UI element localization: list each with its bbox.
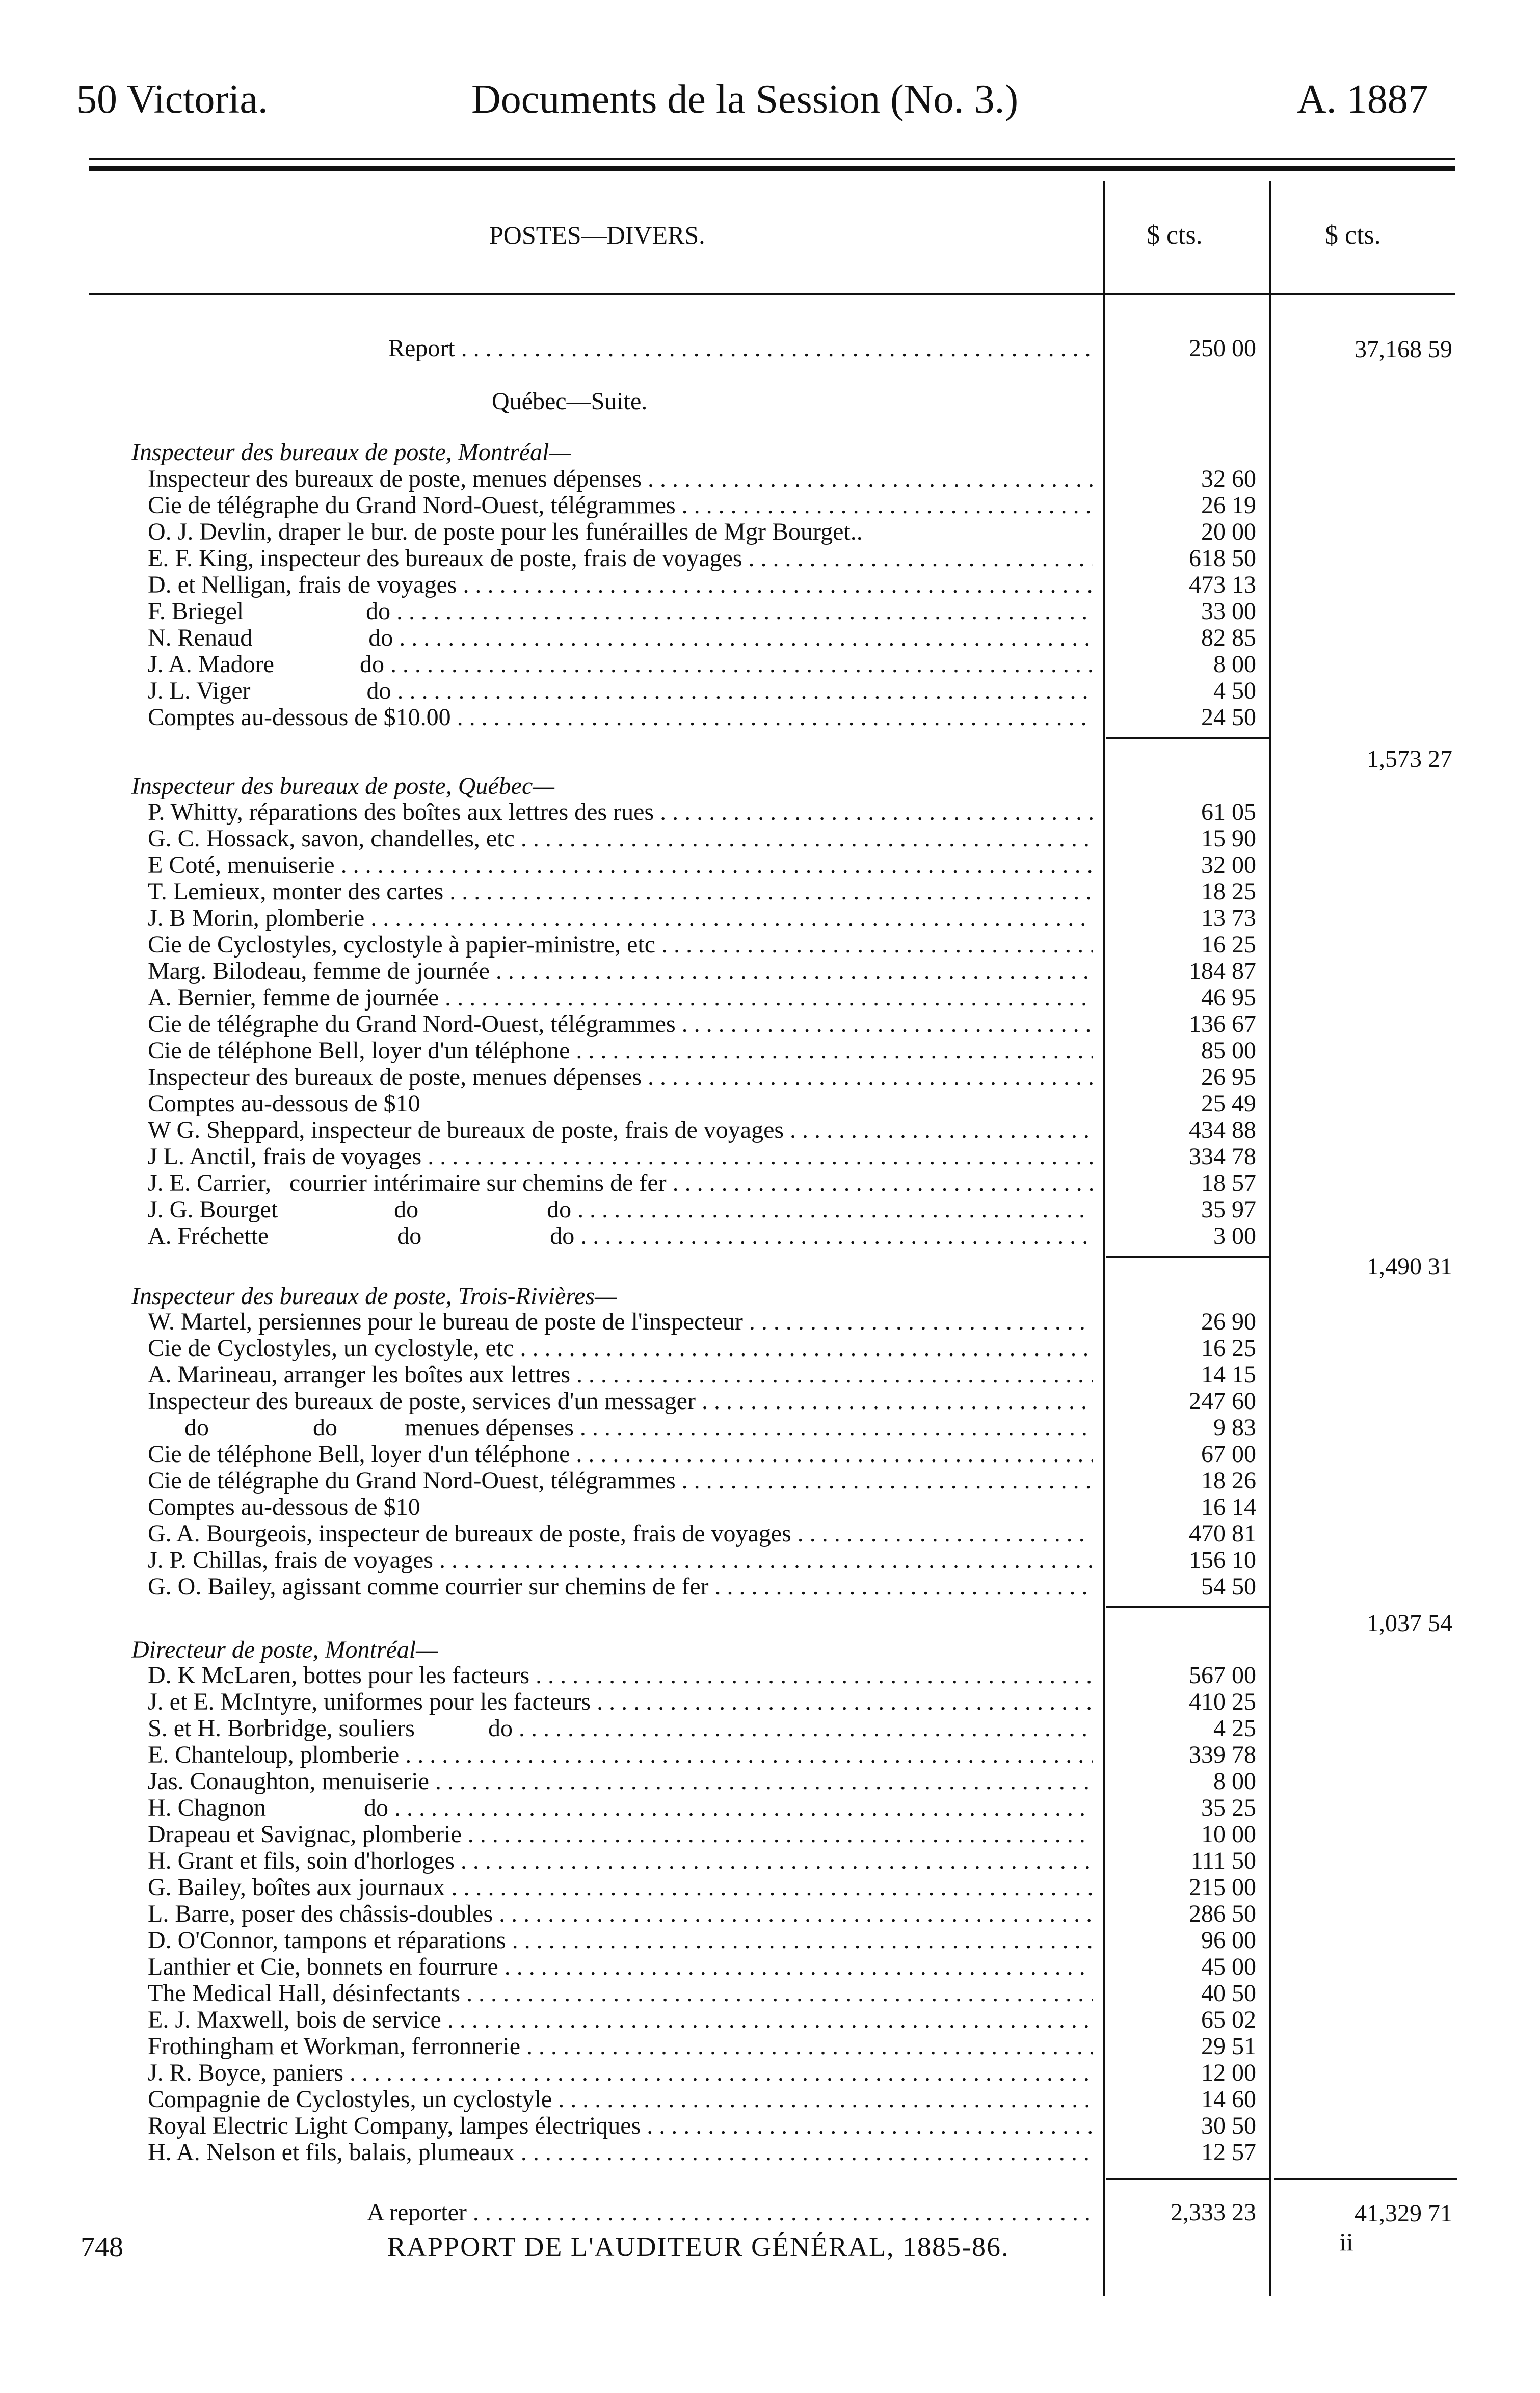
ledger-row	[0, 1144, 1540, 1170]
ledger-row	[0, 466, 1540, 492]
section-title-2: Inspecteur des bureaux de poste, Québec—	[131, 773, 554, 800]
row-amount: 35 25	[1201, 1794, 1256, 1821]
row-desc: E. F. King, inspecteur des bureaux de poste, frais de voyages . . .	[148, 545, 1093, 572]
row-desc: Cie de Cyclostyles, cyclostyle à papier-ministre, etc . . .	[148, 932, 1093, 958]
ledger-row	[0, 879, 1540, 905]
ledger-row	[0, 1309, 1540, 1335]
row-amount: 96 00	[1201, 1927, 1256, 1954]
ledger-row	[0, 1091, 1540, 1117]
row-desc: Royal Electric Light Company, lampes électriques . . .	[148, 2113, 1093, 2139]
row-amount: 67 00	[1201, 1441, 1256, 1468]
row-amount: 410 25	[1189, 1688, 1256, 1715]
row-amount: 18 57	[1201, 1169, 1256, 1196]
row-desc: F. Briegel do . . .	[148, 598, 1093, 625]
ledger-row	[0, 1821, 1540, 1848]
row-desc: Lanthier et Cie, bonnets en fourrure . . .	[148, 1954, 1093, 1980]
row-amount: 4 25	[1213, 1715, 1256, 1742]
ledger-row	[0, 598, 1540, 625]
row-desc: Cie de télégraphe du Grand Nord-Ouest, télégrammes . . .	[148, 1468, 1093, 1494]
ledger-row	[0, 1662, 1540, 1689]
column-heading-2: $ cts.	[1325, 221, 1381, 250]
ledger-row	[0, 1441, 1540, 1468]
ledger-row	[0, 1521, 1540, 1547]
row-desc: Comptes au-dessous de $10.00 . . .	[148, 704, 1093, 731]
province-heading: Québec—Suite.	[492, 388, 648, 415]
subtotal-rule	[1106, 1606, 1269, 1608]
row-amount: 339 78	[1189, 1741, 1256, 1768]
row-desc: Inspecteur des bureaux de poste, services d'un messager . . .	[148, 1388, 1093, 1415]
ledger-row	[0, 625, 1540, 651]
ledger-row	[0, 519, 1540, 545]
row-desc: P. Whitty, réparations des boîtes aux lettres des rues . . .	[148, 799, 1093, 826]
row-amount: 32 60	[1201, 465, 1256, 492]
row-amount: 13 73	[1201, 905, 1256, 932]
row-amount: 54 50	[1201, 1573, 1256, 1600]
row-amount: 16 14	[1201, 1494, 1256, 1521]
row-desc: N. Renaud do . . .	[148, 625, 1093, 651]
subtotal-rule-right	[1274, 2178, 1457, 2180]
ledger-row	[0, 1064, 1540, 1091]
row-amount: 14 60	[1201, 2086, 1256, 2113]
carry-amount: 2,333 23	[1171, 2199, 1256, 2226]
row-desc: J. R. Boyce, paniers . . .	[148, 2060, 1093, 2086]
ledger-row	[0, 1011, 1540, 1038]
row-desc: Drapeau et Savignac, plomberie . . .	[148, 1821, 1093, 1848]
row-amount: 618 50	[1189, 545, 1256, 572]
header-left: 50 Victoria.	[76, 77, 268, 122]
row-desc: D. O'Connor, tampons et réparations . . .	[148, 1927, 1093, 1954]
ledger-row	[0, 1927, 1540, 1954]
row-desc: G. C. Hossack, savon, chandelles, etc . . .	[148, 826, 1093, 852]
row-desc: J. E. Carrier, courrier intérimaire sur chemins de fer . . .	[148, 1170, 1093, 1196]
row-desc: G. Bailey, boîtes aux journaux . . .	[148, 1874, 1093, 1901]
row-desc: D. et Nelligan, frais de voyages . . .	[148, 572, 1093, 598]
heading-rule	[89, 293, 1455, 295]
report-amount: 250 00	[1189, 335, 1256, 362]
row-desc: A. Bernier, femme de journée . . .	[148, 985, 1093, 1011]
page-number: 748	[81, 2231, 123, 2263]
row-amount: 12 00	[1201, 2059, 1256, 2086]
row-desc: D. K McLaren, bottes pour les facteurs . . .	[148, 1662, 1093, 1689]
ledger-row	[0, 1547, 1540, 1574]
row-amount: 35 97	[1201, 1196, 1256, 1223]
row-desc: L. Barre, poser des châssis-doubles . . .	[148, 1901, 1093, 1927]
ledger-row	[0, 651, 1540, 678]
section-total-3: 1,037 54	[1367, 1610, 1452, 1637]
row-desc: E. Chanteloup, plomberie . . .	[148, 1742, 1093, 1768]
ledger-row	[0, 958, 1540, 985]
row-desc: Compagnie de Cyclostyles, un cyclostyle . . .	[148, 2086, 1093, 2113]
footer-title: RAPPORT DE L'AUDITEUR GÉNÉRAL, 1885-86.	[387, 2231, 1010, 2262]
header-right: A. 1887	[1297, 77, 1428, 122]
row-amount: 26 19	[1201, 492, 1256, 519]
row-amount: 136 67	[1189, 1011, 1256, 1038]
ledger-row	[0, 1574, 1540, 1600]
carry-total: 41,329 71	[1355, 2200, 1452, 2227]
ledger-row	[0, 1468, 1540, 1494]
section-title-3: Inspecteur des bureaux de poste, Trois-Rivières—	[131, 1283, 617, 1310]
row-amount: 15 90	[1201, 825, 1256, 852]
section-total-1: 1,573 27	[1367, 746, 1452, 773]
ledger-row	[0, 1795, 1540, 1821]
header-center: Documents de la Session (No. 3.)	[471, 77, 1019, 122]
row-amount: 10 00	[1201, 1821, 1256, 1848]
report-label: Report . . .	[388, 335, 1093, 362]
row-amount: 16 25	[1201, 931, 1256, 958]
row-desc: J. L. Viger do . . .	[148, 678, 1093, 704]
row-desc: J. P. Chillas, frais de voyages . . .	[148, 1547, 1093, 1574]
row-amount: 29 51	[1201, 2033, 1256, 2060]
row-amount: 24 50	[1201, 704, 1256, 731]
ledger-row	[0, 1954, 1540, 1980]
row-desc: J. A. Madore do . . .	[148, 651, 1093, 678]
row-amount: 470 81	[1189, 1520, 1256, 1547]
ledger-row	[0, 704, 1540, 731]
row-amount: 46 95	[1201, 984, 1256, 1011]
row-amount: 82 85	[1201, 624, 1256, 651]
row-amount: 247 60	[1189, 1388, 1256, 1415]
ledger-row	[0, 932, 1540, 958]
ledger-row	[0, 1170, 1540, 1196]
row-desc: Marg. Bilodeau, femme de journée . . .	[148, 958, 1093, 985]
row-desc: Inspecteur des bureaux de poste, menues dépenses . . .	[148, 466, 1093, 492]
row-desc: J. B Morin, plomberie . . .	[148, 905, 1093, 932]
row-desc: W. Martel, persiennes pour le bureau de poste de l'inspecteur . . .	[148, 1309, 1093, 1335]
row-amount: 14 15	[1201, 1361, 1256, 1388]
ledger-row	[0, 1223, 1540, 1249]
row-desc: Cie de télégraphe du Grand Nord-Ouest, télégrammes . . .	[148, 492, 1093, 519]
row-desc: H. Chagnon do . . .	[148, 1795, 1093, 1821]
row-desc: Comptes au-dessous de $10	[148, 1091, 420, 1117]
row-amount: 26 95	[1201, 1063, 1256, 1091]
row-desc: do do menues dépenses . . .	[148, 1415, 1093, 1441]
subtotal-rule	[1106, 737, 1269, 739]
section-title-4: Directeur de poste, Montréal—	[131, 1636, 438, 1663]
row-desc: Cie de télégraphe du Grand Nord-Ouest, télégrammes . . .	[148, 1011, 1093, 1038]
row-desc: Comptes au-dessous de $10	[148, 1494, 420, 1521]
row-desc: O. J. Devlin, draper le bur. de poste pour les funérailles de Mgr Bourget..	[148, 519, 863, 545]
row-amount: 9 83	[1213, 1414, 1256, 1441]
ledger-row	[0, 799, 1540, 826]
row-amount: 16 25	[1201, 1335, 1256, 1362]
row-desc: G. O. Bailey, agissant comme courrier sur chemins de fer . . .	[148, 1574, 1093, 1600]
row-amount: 26 90	[1201, 1308, 1256, 1335]
ledger-row	[0, 1901, 1540, 1927]
row-desc: A. Marineau, arranger les boîtes aux lettres . . .	[148, 1362, 1093, 1388]
row-amount: 473 13	[1189, 571, 1256, 598]
row-amount: 61 05	[1201, 799, 1256, 826]
row-amount: 25 49	[1201, 1090, 1256, 1117]
row-amount: 4 50	[1213, 677, 1256, 704]
row-desc: S. et H. Borbridge, souliers do . . .	[148, 1715, 1093, 1742]
ledger-row	[0, 1742, 1540, 1768]
row-amount: 33 00	[1201, 598, 1256, 625]
column-heading-1: $ cts.	[1147, 221, 1203, 250]
table-title: POSTES—DIVERS.	[489, 221, 705, 249]
ledger-row	[0, 1980, 1540, 2007]
row-amount: 45 00	[1201, 1953, 1256, 1980]
row-amount: 85 00	[1201, 1037, 1256, 1064]
row-desc: The Medical Hall, désinfectants . . .	[148, 1980, 1093, 2007]
ledger-row	[0, 1388, 1540, 1415]
ledger-row	[0, 905, 1540, 932]
row-desc: Cie de téléphone Bell, loyer d'un téléphone . . .	[148, 1441, 1093, 1468]
row-desc: E. J. Maxwell, bois de service . . .	[148, 2007, 1093, 2033]
row-amount: 18 25	[1201, 878, 1256, 905]
row-desc: Inspecteur des bureaux de poste, menues dépenses . . .	[148, 1064, 1093, 1091]
row-amount: 32 00	[1201, 852, 1256, 879]
row-desc: J L. Anctil, frais de voyages . . .	[148, 1144, 1093, 1170]
ledger-row	[0, 1362, 1540, 1388]
ledger-row	[0, 1689, 1540, 1715]
ledger-row	[0, 492, 1540, 519]
row-amount: 20 00	[1201, 518, 1256, 545]
row-amount: 40 50	[1201, 1980, 1256, 2007]
row-amount: 184 87	[1189, 958, 1256, 985]
row-amount: 215 00	[1189, 1874, 1256, 1901]
ledger-row	[0, 1874, 1540, 1901]
ledger-row	[0, 1415, 1540, 1441]
header-rule-top	[89, 158, 1455, 160]
row-desc: Jas. Conaughton, menuiserie . . .	[148, 1768, 1093, 1795]
ledger-row	[0, 985, 1540, 1011]
row-amount: 65 02	[1201, 2006, 1256, 2033]
ledger-row	[0, 852, 1540, 879]
footer-mark: ii	[1339, 2227, 1353, 2256]
row-amount: 8 00	[1213, 1768, 1256, 1795]
header-rule-bottom	[89, 166, 1455, 171]
ledger-row	[0, 678, 1540, 704]
row-desc: H. A. Nelson et fils, balais, plumeaux . . .	[148, 2139, 1093, 2166]
row-amount: 18 26	[1201, 1467, 1256, 1494]
ledger-row	[0, 2060, 1540, 2086]
ledger-row	[0, 545, 1540, 572]
ledger-row	[0, 1038, 1540, 1064]
row-amount: 12 57	[1201, 2139, 1256, 2166]
report-total: 37,168 59	[1355, 336, 1452, 363]
row-desc: H. Grant et fils, soin d'horloges . . .	[148, 1848, 1093, 1874]
ledger-row	[0, 1715, 1540, 1742]
row-desc: A. Fréchette do do . . .	[148, 1223, 1093, 1249]
row-amount: 434 88	[1189, 1116, 1256, 1144]
subtotal-rule	[1106, 1256, 1269, 1258]
ledger-row	[0, 2086, 1540, 2113]
section-total-2: 1,490 31	[1367, 1253, 1452, 1280]
row-desc: G. A. Bourgeois, inspecteur de bureaux de poste, frais de voyages . . .	[148, 1521, 1093, 1547]
carry-label: A reporter . . .	[367, 2199, 1093, 2226]
subtotal-rule	[1106, 2178, 1269, 2180]
row-amount: 286 50	[1189, 1900, 1256, 1927]
row-amount: 30 50	[1201, 2112, 1256, 2139]
row-amount: 156 10	[1189, 1547, 1256, 1574]
row-desc: Cie de Cyclostyles, un cyclostyle, etc . . .	[148, 1335, 1093, 1362]
row-amount: 3 00	[1213, 1222, 1256, 1249]
row-desc: Cie de téléphone Bell, loyer d'un téléphone . . .	[148, 1038, 1093, 1064]
row-desc: J. G. Bourget do do . . .	[148, 1196, 1093, 1223]
row-amount: 111 50	[1190, 1847, 1256, 1874]
row-desc: J. et E. McIntyre, uniformes pour les facteurs . . .	[148, 1689, 1093, 1715]
ledger-row	[0, 2033, 1540, 2060]
row-amount: 334 78	[1189, 1143, 1256, 1170]
ledger-row	[0, 1335, 1540, 1362]
row-desc: W G. Sheppard, inspecteur de bureaux de poste, frais de voyages . . .	[148, 1117, 1093, 1144]
row-amount: 567 00	[1189, 1662, 1256, 1689]
section-title-1: Inspecteur des bureaux de poste, Montréal—	[131, 439, 571, 466]
ledger-row	[0, 572, 1540, 598]
ledger-row	[0, 1848, 1540, 1874]
row-desc: T. Lemieux, monter des cartes . . .	[148, 879, 1093, 905]
row-amount: 8 00	[1213, 651, 1256, 678]
ledger-row	[0, 2139, 1540, 2166]
ledger-row	[0, 1494, 1540, 1521]
ledger-row	[0, 1117, 1540, 1144]
row-desc: E Coté, menuiserie . . .	[148, 852, 1093, 879]
ledger-row	[0, 2113, 1540, 2139]
ledger-row	[0, 1196, 1540, 1223]
ledger-row	[0, 826, 1540, 852]
row-desc: Frothingham et Workman, ferronnerie . . .	[148, 2033, 1093, 2060]
ledger-row	[0, 2007, 1540, 2033]
ledger-row	[0, 1768, 1540, 1795]
